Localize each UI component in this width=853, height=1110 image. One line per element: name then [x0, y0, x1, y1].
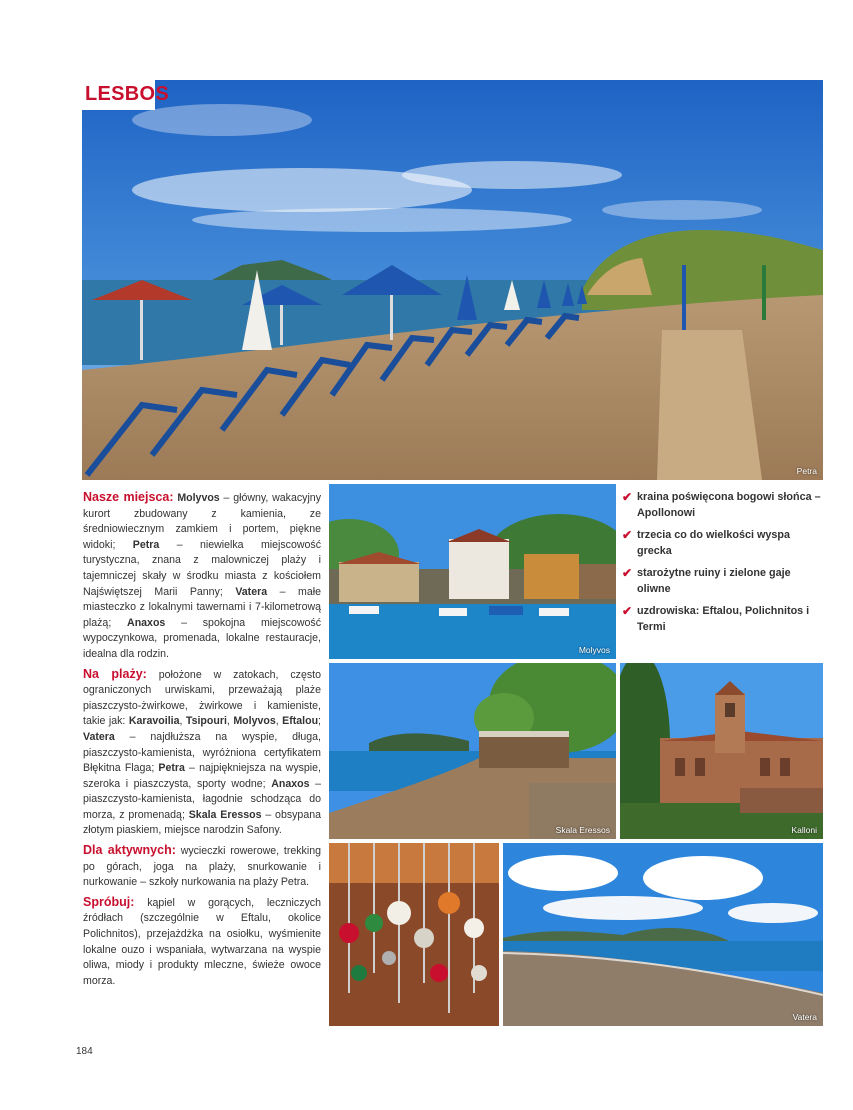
check-icon: ✔ — [622, 490, 633, 504]
caption-molyvos: Molyvos — [578, 645, 610, 655]
heading-beach: Na plaży: — [83, 666, 147, 681]
place-name: Petra — [132, 538, 160, 551]
title-box — [82, 80, 170, 110]
highlight-text: kraina poświęcona bogowi słońca – Apollonowi — [637, 491, 821, 519]
place-name: Skala Eressos — [188, 808, 262, 821]
description-column — [83, 490, 321, 993]
highlight-text: starożytne ruiny i zielone gaje oliwne — [637, 567, 791, 595]
page-number: 184 — [76, 1046, 93, 1057]
check-icon: ✔ — [622, 566, 633, 580]
highlights-list — [622, 490, 822, 642]
check-icon: ✔ — [622, 528, 633, 542]
check-icon: ✔ — [622, 604, 633, 618]
places-body: Molyvos – główny, wakacyjny kurort zbudowany z kamienia, ze średniowiecznym zamkiem i portem, piękne widoki; Petra – niewielka miejscowość turystyczna, znana z malowniczej plaży i tajemniczej skały w środku miasta z kościołem Najświętszej Marii Panny; Vatera – małe miasteczko z lokalnymi tawernami i 7-kilometrową plażą; Anaxos – spokojna miejscowość wypoczynkowa, promenada, lokalne restauracje, idealna dla rodzin. — [83, 492, 322, 660]
beach-body: położone w zatokach, często ograniczonych urwiskami, przeważają plaże piaszczysto-żwirkowe, żwirkowe i kamieniste, takie jak: Karavoilia, Tsipouri, Molyvos, Eftalou; Vatera – najdłuższa na wyspie, długa, piaszczysto-kamienista, wyróżniona certyfikatem Błękitna Flaga; Petra – najpiękniejsza na wyspie, szeroka i piaszczysta, sporty wodne; Anaxos – piaszczysto-kamienista, łagodnie schodząca do morza, z promenadą; Skala Eressos – obsypana złotym piaskiem, miejsce narodzin Safony. — [83, 668, 321, 837]
place-name: Molyvos — [177, 492, 220, 504]
place-name: Anaxos — [127, 616, 166, 629]
caption-kalloni: Kalloni — [791, 825, 817, 835]
caption-vatera: Vatera — [792, 1012, 817, 1022]
caption-petra: Petra — [796, 466, 817, 476]
section-active — [83, 843, 321, 891]
photo-skala-eressos — [329, 663, 616, 839]
photo-kalloni — [620, 663, 823, 839]
heading-active: Dla aktywnych: — [83, 843, 176, 858]
place-name: Anaxos — [271, 777, 310, 790]
section-places — [83, 490, 321, 663]
highlight-item — [622, 566, 822, 597]
place-name: Vatera — [235, 585, 268, 598]
active-body: wycieczki rowerowe, trekking po górach, joga na plaży, snurkowanie i nurkowanie – szkoły nurkowania na plaży Petra. — [83, 845, 321, 889]
highlight-text: uzdrowiska: Eftalou, Polichnitos i Termi — [637, 605, 810, 633]
place-name: Molyvos — [233, 715, 276, 728]
place-name: Eftalou — [282, 715, 319, 728]
place-name: Karavoilia — [128, 715, 180, 728]
try-body: kąpiel w gorących, leczniczych źródłach (szczególnie w Eftalu, okolice Polichnitos), przejażdżka na osiołku, wyśmienite lokalne ouzo i wspaniała, wytwarzana na wyspie oliwa, miody i produkty mleczne, świeże owoce morza. — [83, 896, 321, 987]
section-try — [83, 895, 321, 990]
caption-skala-eressos: Skala Eressos — [555, 825, 610, 835]
photo-jewelry — [329, 843, 499, 1026]
place-name: Vatera — [83, 730, 115, 743]
page-title: LESBOS — [85, 83, 170, 105]
highlight-text: trzecia co do wielkości wyspa grecka — [637, 529, 791, 557]
section-beach — [83, 667, 321, 840]
highlight-item — [622, 528, 822, 559]
place-name: Petra — [158, 762, 185, 775]
photo-molyvos — [329, 484, 616, 659]
highlight-item — [622, 490, 822, 521]
photo-petra-beach — [82, 80, 823, 480]
heading-try: Spróbuj: — [83, 894, 135, 909]
highlight-item — [622, 604, 822, 635]
heading-places: Nasze miejsca: — [83, 490, 174, 504]
photo-vatera — [503, 843, 823, 1026]
place-name: Tsipouri — [185, 715, 227, 728]
